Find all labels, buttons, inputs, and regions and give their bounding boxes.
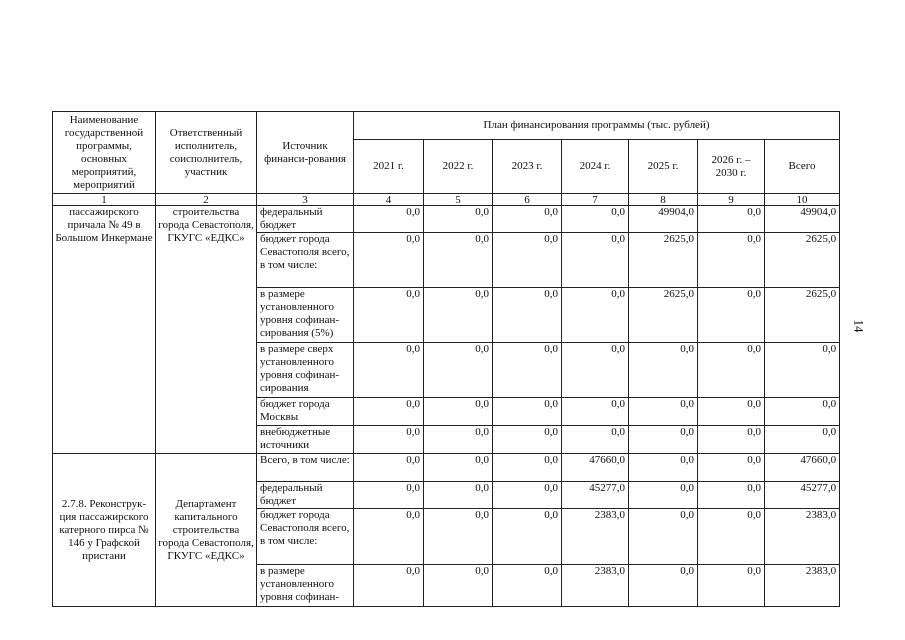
value-cell: 0,0 <box>493 398 562 426</box>
value-cell: 0,0 <box>493 426 562 454</box>
value-cell: 0,0 <box>424 233 493 288</box>
column-index: 10 <box>765 194 840 206</box>
value-cell: 0,0 <box>698 509 765 565</box>
value-cell: 0,0 <box>354 343 424 398</box>
header-responsible: Ответственный исполнитель, соисполнитель, участник <box>156 112 257 194</box>
value-cell: 0,0 <box>698 343 765 398</box>
value-cell: 0,0 <box>629 426 698 454</box>
value-cell: 0,0 <box>562 398 629 426</box>
funding-source: в размере установленного уровня софинан- <box>257 565 354 607</box>
value-cell: 0,0 <box>424 206 493 233</box>
value-cell: 0,0 <box>493 454 562 482</box>
value-cell: 0,0 <box>354 233 424 288</box>
value-cell: 0,0 <box>493 482 562 509</box>
value-cell: 0,0 <box>354 288 424 343</box>
value-cell: 0,0 <box>562 343 629 398</box>
funding-source: Всего, в том числе: <box>257 454 354 482</box>
total-cell: 2625,0 <box>765 288 840 343</box>
total-cell: 45277,0 <box>765 482 840 509</box>
column-index: 2 <box>156 194 257 206</box>
value-cell: 0,0 <box>629 343 698 398</box>
value-cell: 0,0 <box>562 426 629 454</box>
value-cell: 0,0 <box>424 288 493 343</box>
value-cell: 0,0 <box>562 233 629 288</box>
funding-source: бюджет города Москвы <box>257 398 354 426</box>
value-cell: 0,0 <box>698 233 765 288</box>
value-cell: 0,0 <box>698 426 765 454</box>
value-cell: 0,0 <box>354 398 424 426</box>
page-number: 14 <box>851 319 867 333</box>
value-cell: 47660,0 <box>562 454 629 482</box>
header-year: 2023 г. <box>493 140 562 194</box>
measure-name: пассажирского причала № 49 в Большом Инкермане <box>53 206 156 454</box>
value-cell: 0,0 <box>698 565 765 607</box>
header-year: 2024 г. <box>562 140 629 194</box>
value-cell: 0,0 <box>493 343 562 398</box>
header-year: 2022 г. <box>424 140 493 194</box>
column-index: 7 <box>562 194 629 206</box>
value-cell: 0,0 <box>629 398 698 426</box>
funding-source: федеральный бюджет <box>257 482 354 509</box>
total-cell: 47660,0 <box>765 454 840 482</box>
value-cell: 45277,0 <box>562 482 629 509</box>
value-cell: 2383,0 <box>562 565 629 607</box>
table-row <box>53 454 840 482</box>
value-cell: 0,0 <box>354 206 424 233</box>
value-cell: 0,0 <box>424 426 493 454</box>
header-name: Наименование государственной программы, основных мероприятий, мероприятий <box>53 112 156 194</box>
value-cell: 0,0 <box>562 288 629 343</box>
total-cell: 0,0 <box>765 343 840 398</box>
responsible-executor: строительства города Севастополя, ГКУГС «ЕДКС» <box>156 206 257 454</box>
column-index: 9 <box>698 194 765 206</box>
value-cell: 2383,0 <box>562 509 629 565</box>
value-cell: 0,0 <box>698 454 765 482</box>
value-cell: 0,0 <box>424 565 493 607</box>
value-cell: 0,0 <box>629 454 698 482</box>
value-cell: 0,0 <box>354 565 424 607</box>
funding-source: бюджет города Севастополя всего, в том числе: <box>257 509 354 565</box>
header-year: 2021 г. <box>354 140 424 194</box>
value-cell: 0,0 <box>354 454 424 482</box>
value-cell: 0,0 <box>493 288 562 343</box>
value-cell: 0,0 <box>424 343 493 398</box>
header-source: Источник финанси-рования <box>257 112 354 194</box>
table-row <box>53 206 840 233</box>
value-cell: 0,0 <box>424 398 493 426</box>
value-cell: 0,0 <box>698 288 765 343</box>
total-cell: 2383,0 <box>765 509 840 565</box>
measure-name: 2.7.8. Реконструк-ция пассажирского катерного пирса № 146 у Графской пристани <box>53 454 156 607</box>
total-cell: 0,0 <box>765 398 840 426</box>
total-cell: 2625,0 <box>765 233 840 288</box>
value-cell: 0,0 <box>424 454 493 482</box>
value-cell: 0,0 <box>354 509 424 565</box>
value-cell: 0,0 <box>354 426 424 454</box>
header-plan-title: План финансирования программы (тыс. рублей) <box>354 112 840 140</box>
total-cell: 0,0 <box>765 426 840 454</box>
total-cell: 49904,0 <box>765 206 840 233</box>
column-index: 6 <box>493 194 562 206</box>
funding-source: в размере сверх установленного уровня софинан-сирования <box>257 343 354 398</box>
column-index: 4 <box>354 194 424 206</box>
header-total: Всего <box>765 140 840 194</box>
value-cell: 0,0 <box>354 482 424 509</box>
value-cell: 0,0 <box>629 482 698 509</box>
value-cell: 0,0 <box>629 509 698 565</box>
column-index: 5 <box>424 194 493 206</box>
header-year: 2025 г. <box>629 140 698 194</box>
column-index: 1 <box>53 194 156 206</box>
column-index: 8 <box>629 194 698 206</box>
responsible-executor: Департамент капитального строительства города Севастополя, ГКУГС «ЕДКС» <box>156 454 257 607</box>
financing-table <box>52 111 840 607</box>
value-cell: 49904,0 <box>629 206 698 233</box>
value-cell: 0,0 <box>493 565 562 607</box>
funding-source: бюджет города Севастополя всего, в том числе: <box>257 233 354 288</box>
value-cell: 0,0 <box>698 206 765 233</box>
header-year: 2026 г. – 2030 г. <box>698 140 765 194</box>
value-cell: 2625,0 <box>629 288 698 343</box>
funding-source: внебюджетные источники <box>257 426 354 454</box>
value-cell: 0,0 <box>698 482 765 509</box>
column-index: 3 <box>257 194 354 206</box>
value-cell: 0,0 <box>424 509 493 565</box>
value-cell: 0,0 <box>493 233 562 288</box>
value-cell: 2625,0 <box>629 233 698 288</box>
funding-source: в размере установленного уровня софинан-сирования (5%) <box>257 288 354 343</box>
value-cell: 0,0 <box>629 565 698 607</box>
value-cell: 0,0 <box>493 509 562 565</box>
value-cell: 0,0 <box>493 206 562 233</box>
column-index-row <box>53 194 840 206</box>
total-cell: 2383,0 <box>765 565 840 607</box>
value-cell: 0,0 <box>562 206 629 233</box>
value-cell: 0,0 <box>424 482 493 509</box>
funding-source: федеральный бюджет <box>257 206 354 233</box>
value-cell: 0,0 <box>698 398 765 426</box>
